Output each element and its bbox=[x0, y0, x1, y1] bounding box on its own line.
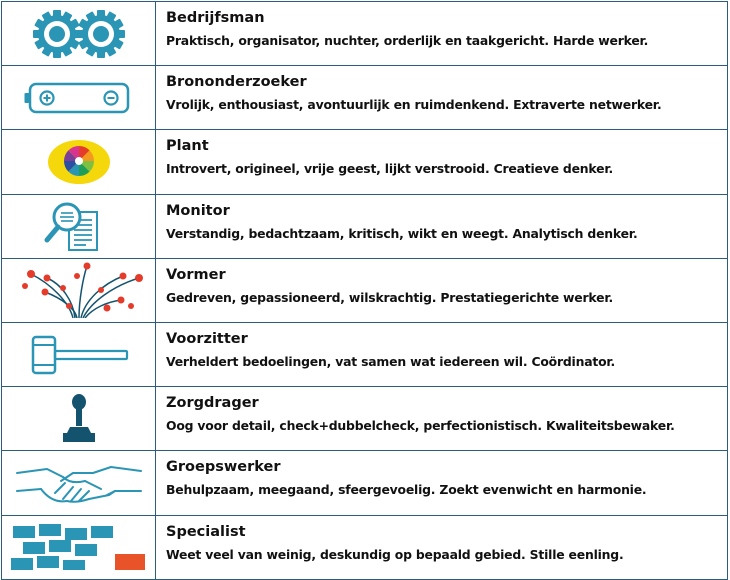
battery-icon bbox=[24, 81, 134, 115]
role-name: Voorzitter bbox=[166, 330, 248, 347]
role-description: Praktisch, organisator, nuchter, orderlijk en taakgericht. Harde werker. bbox=[166, 33, 649, 48]
magnifier-document-icon bbox=[39, 198, 119, 254]
role-description: Verheldert bedoelingen, vat samen wat iedereen wil. Coördinator. bbox=[166, 353, 616, 369]
table-row bbox=[2, 322, 728, 386]
role-name: Brononderzoeker bbox=[166, 74, 307, 91]
table-row bbox=[2, 451, 728, 515]
role-description: Vrolijk, enthousiast, avontuurlijk en ruimdenkend. Extraverte netwerker. bbox=[166, 97, 662, 113]
team-roles-table bbox=[1, 1, 728, 580]
role-name: Monitor bbox=[166, 202, 230, 219]
table-row bbox=[2, 2, 728, 66]
fireworks-icon bbox=[11, 262, 147, 318]
blocks-icon bbox=[9, 522, 149, 572]
table-row bbox=[2, 258, 728, 322]
role-name: Groepswerker bbox=[166, 459, 281, 476]
role-description: Weet veel van weinig, deskundig op bepaald gebied. Stille eenling. bbox=[166, 546, 624, 562]
role-description: Behulpzaam, meegaand, sfeergevoelig. Zoekt evenwicht en harmonie. bbox=[166, 482, 647, 498]
table-row bbox=[2, 387, 728, 451]
table-row bbox=[2, 130, 728, 194]
table-row bbox=[2, 515, 728, 579]
role-description: Introvert, origineel, vrije geest, lijkt verstrooid. Creatieve denker. bbox=[166, 161, 613, 177]
role-name: Plant bbox=[166, 138, 209, 155]
role-description: Gedreven, gepassioneerd, wilskrachtig. Prestatiegerichte werker. bbox=[166, 289, 613, 305]
role-description: Verstandig, bedachtzaam, kritisch, wikt en weegt. Analytisch denker. bbox=[166, 225, 638, 241]
gavel-icon bbox=[27, 335, 131, 375]
flower-icon bbox=[44, 138, 114, 186]
role-name: Zorgdrager bbox=[166, 395, 259, 412]
gears-icon bbox=[33, 8, 125, 60]
role-description: Oog voor detail, check+dubbelcheck, perfectionistisch. Kwaliteitsbewaker. bbox=[166, 418, 675, 434]
stamp-icon bbox=[61, 393, 97, 445]
handshake-icon bbox=[15, 461, 143, 505]
role-name: Specialist bbox=[166, 523, 246, 540]
table-row bbox=[2, 66, 728, 130]
role-name: Bedrijfsman bbox=[166, 10, 265, 26]
role-name: Vormer bbox=[166, 266, 226, 283]
table-row bbox=[2, 194, 728, 258]
